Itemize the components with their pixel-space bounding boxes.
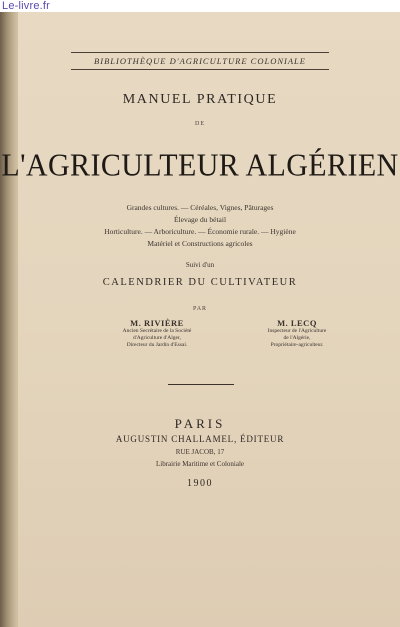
- author-name: M. RIVIÈRE: [130, 318, 184, 328]
- publisher-library: Librairie Maritime et Coloniale: [155, 460, 245, 468]
- subtitle-line: Horticulture. — Arboriculture. — Économie rurale. — Hygiène: [104, 227, 296, 236]
- title-line-2: DE: [195, 121, 205, 127]
- publisher-city: PARIS: [174, 416, 226, 431]
- series-title: BIBLIOTHÈQUE D'AGRICULTURE COLONIALE: [94, 56, 306, 66]
- subtitle-line: Matériel et Constructions agricoles: [147, 239, 253, 248]
- subtitle-line: Élevage du bétail: [173, 215, 227, 224]
- series-banner: [71, 52, 329, 70]
- author-block: [92, 318, 222, 349]
- publisher-address: RUE JACOB, 17: [175, 448, 225, 456]
- author-desc: Directeur du Jardin d'Essai.: [126, 342, 188, 348]
- divider-rule: [168, 384, 234, 385]
- author-desc: de l'Algérie,: [283, 335, 311, 341]
- author-desc: Propriétaire-agriculteur.: [270, 342, 324, 348]
- title-line-1: MANUEL PRATIQUE: [122, 92, 278, 107]
- par-text: PAR: [192, 306, 208, 312]
- calendrier-title: CALENDRIER DU CULTIVATEUR: [102, 277, 298, 288]
- main-title: L'AGRICULTEUR ALGÉRIEN: [1, 148, 399, 183]
- suivi-text: Suivi d'un: [185, 261, 215, 269]
- author-desc: Inspecteur de l'Agriculture: [267, 328, 327, 334]
- publication-year: 1900: [187, 478, 213, 489]
- publisher-name: AUGUSTIN CHALLAMEL, ÉDITEUR: [115, 434, 285, 444]
- author-desc: Ancien Secrétaire de la Société: [122, 328, 192, 334]
- author-name: M. LECQ: [277, 318, 317, 328]
- author-desc: d'Agriculture d'Alger,: [133, 335, 181, 341]
- subtitle-line: Grandes cultures. — Céréales, Vignes, Pâturages: [126, 203, 274, 212]
- author-block: [232, 318, 362, 349]
- watermark-text: Le-livre.fr: [2, 0, 51, 12]
